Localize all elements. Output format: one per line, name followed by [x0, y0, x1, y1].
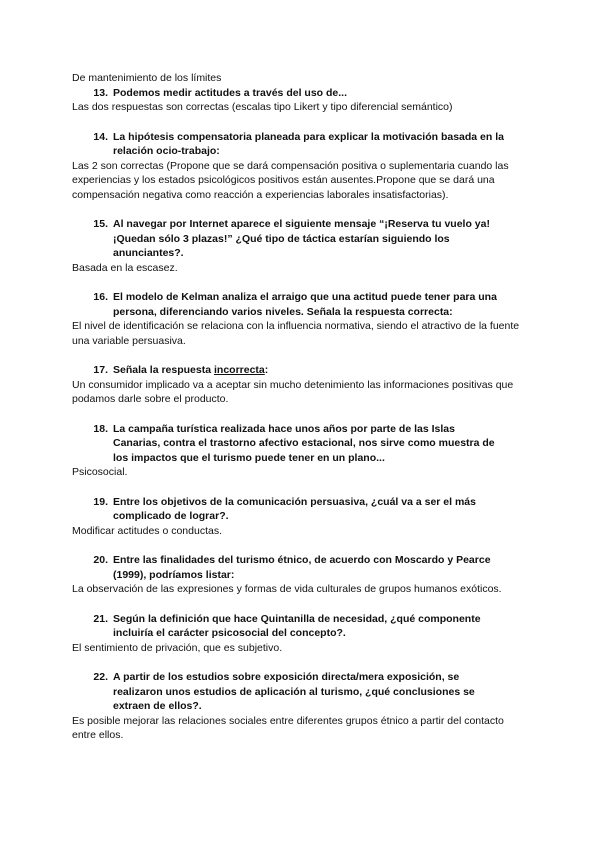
question-heading — [72, 86, 524, 101]
question-heading — [72, 422, 524, 466]
question-number: 13. — [93, 86, 108, 99]
question-text — [113, 363, 524, 378]
question-text-end: : — [264, 364, 269, 376]
answer-text: Es posible mejorar las relaciones sociales entre diferentes grupos étnico a partir del contacto entre ellos. — [72, 714, 504, 741]
question-text: El modelo de Kelman analiza el arraigo que una actitud puede tener para una persona, diferenciando varios niveles. Señala la respuesta correcta: — [113, 291, 497, 318]
question-heading — [72, 495, 524, 524]
question-19 — [72, 495, 524, 539]
question-20 — [72, 553, 524, 597]
question-number: 19. — [93, 495, 108, 508]
document-content — [72, 71, 524, 743]
answer-text: La observación de las expresiones y formas de vida culturales de grupos humanos exóticos. — [72, 583, 502, 595]
answer-text: Las 2 son correctas (Propone que se dará compensación positiva o suplementaria cuando las experiencias y los estados psicológicos positivos están ausentes.Propone que se dará una compensación negativa como reacción a experiencias laborales insatisfactorias). — [72, 159, 509, 201]
question-number: 15. — [93, 218, 108, 230]
question-text: La campaña turística realizada hace unos años por parte de las Islas Canarias, contra el trastorno afectivo estacional, nos sirve como muestra de los impactos que el turismo puede tener en un plano... — [113, 422, 495, 464]
question-text: Según la definición que hace Quintanilla de necesidad, ¿qué componente incluiría el carácter psicosocial del concepto?. — [113, 612, 481, 639]
question-text: Podemos medir actitudes a través del uso de... — [113, 86, 347, 99]
question-16 — [72, 290, 524, 348]
question-number: 14. — [93, 130, 108, 143]
question-15 — [72, 217, 524, 275]
question-18 — [72, 422, 524, 480]
question-number: 16. — [93, 291, 108, 303]
question-text: Entre las finalidades del turismo étnico, de acuerdo con Moscardo y Pearce (1999), podríamos listar: — [113, 554, 491, 581]
question-heading — [72, 130, 524, 159]
answer-text: El sentimiento de privación, que es subjetivo. — [72, 641, 283, 654]
answer-text: El nivel de identificación se relaciona con la influencia normativa, siendo el atractivo de la fuente una variable persuasiva. — [72, 320, 520, 347]
question-number: 17. — [93, 364, 108, 376]
question-text: La hipótesis compensatoria planeada para explicar la motivación basada en la relación ocio-trabajo: — [113, 130, 504, 157]
question-heading — [72, 670, 524, 714]
question-13 — [72, 86, 524, 115]
question-21 — [72, 612, 524, 656]
question-heading — [72, 363, 524, 378]
answer-text: Las dos respuestas son correctas (escalas tipo Likert y tipo diferencial semántico) — [72, 101, 453, 113]
question-heading — [72, 612, 524, 641]
question-heading — [72, 217, 524, 261]
question-number: 18. — [93, 422, 108, 435]
question-heading — [72, 290, 524, 319]
question-heading — [72, 553, 524, 582]
answer-text: Un consumidor implicado va a aceptar sin mucho detenimiento las informaciones positivas que podamos darle sobre el producto. — [72, 378, 514, 405]
question-text: Al navegar por Internet aparece el siguiente mensaje “¡Reserva tu vuelo ya! ¡Quedan sólo 3 plazas!” ¿Qué tipo de táctica estarían siguiendo los anunciantes?. — [113, 218, 490, 259]
answer-text: Modificar actitudes o conductas. — [72, 524, 222, 537]
question-22 — [72, 670, 524, 743]
question-number: 21. — [93, 612, 108, 625]
question-14 — [72, 130, 524, 203]
question-number: 20. — [93, 554, 108, 566]
question-text-start: Señala la respuesta — [113, 364, 214, 376]
question-17 — [72, 363, 524, 407]
question-text: Entre los objetivos de la comunicación persuasiva, ¿cuál va a ser el más complicado de lograr?. — [113, 495, 476, 522]
answer-text: Basada en la escasez. — [72, 261, 178, 274]
question-text: A partir de los estudios sobre exposición directa/mera exposición, se realizaron unos estudios de aplicación al turismo, ¿qué conclusiones se extraen de ellos?. — [113, 671, 475, 712]
intro-answer: De mantenimiento de los límites — [72, 72, 222, 84]
answer-text: Psicosocial. — [72, 466, 128, 478]
question-text-underlined: incorrecta — [213, 364, 265, 376]
question-number: 22. — [93, 671, 108, 683]
